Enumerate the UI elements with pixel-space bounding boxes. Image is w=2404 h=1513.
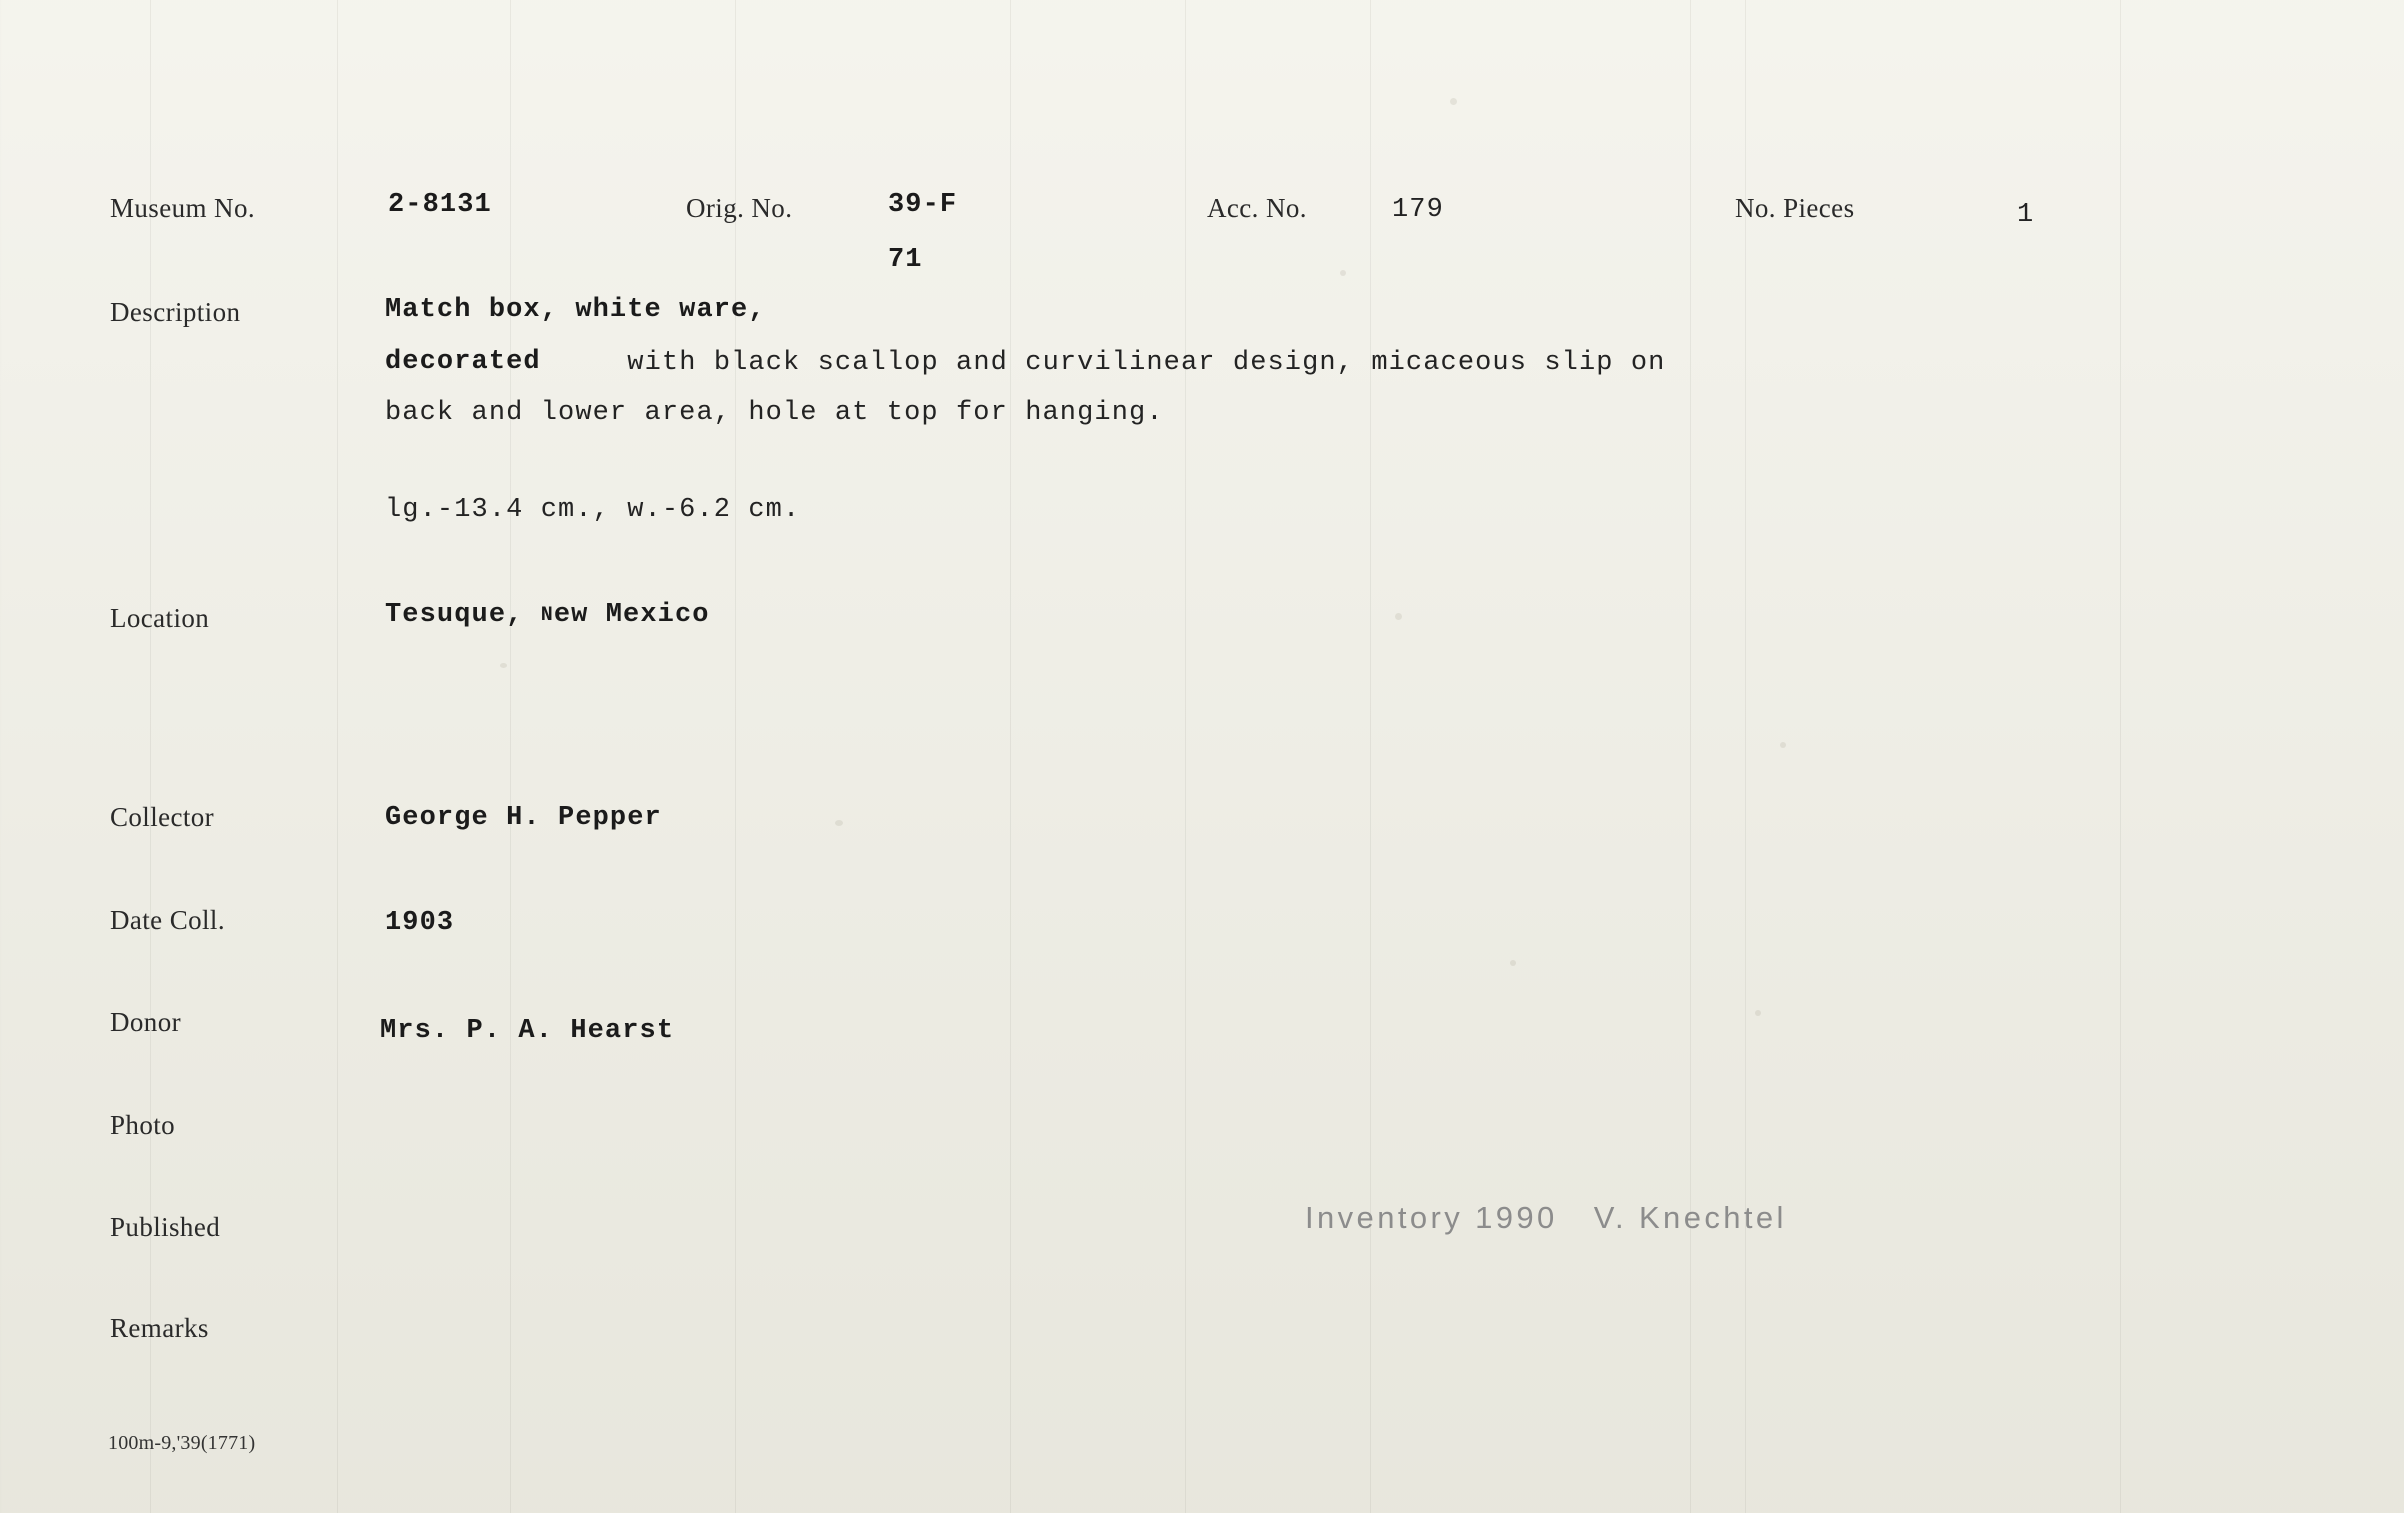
location-value	[385, 600, 710, 630]
paper-fiber	[1370, 0, 1371, 1513]
collector-label: Collector	[110, 802, 215, 832]
location-value-post: ew Mexico	[553, 600, 710, 630]
paper-speck	[1340, 270, 1346, 276]
donor-label: Donor	[110, 1007, 181, 1037]
description-line-2-emphasis: decorated	[385, 347, 541, 377]
paper-fiber	[510, 0, 511, 1513]
paper-speck	[1450, 98, 1457, 105]
location-label: Location	[110, 603, 210, 633]
published-label: Published	[110, 1212, 221, 1242]
collector-value: George H. Pepper	[385, 803, 662, 833]
description-measurements: lg.-13.4 cm., w.-6.2 cm.	[385, 495, 801, 525]
paper-fiber	[2120, 0, 2121, 1513]
no-pieces-label: No. Pieces	[1735, 193, 1855, 223]
paper-fiber	[1010, 0, 1011, 1513]
paper-fiber	[1185, 0, 1186, 1513]
museum-no-label: Museum No.	[110, 193, 255, 223]
remarks-label: Remarks	[110, 1313, 209, 1343]
description-line-1: Match box, white ware,	[385, 295, 766, 325]
orig-no-value-line2: 71	[888, 245, 923, 275]
acc-no-value: 179	[1392, 195, 1444, 225]
donor-value: Mrs. P. A. Hearst	[380, 1016, 675, 1046]
photo-label: Photo	[110, 1110, 176, 1140]
paper-fiber	[337, 0, 338, 1513]
date-coll-value: 1903	[385, 908, 455, 938]
paper-fiber	[735, 0, 736, 1513]
paper-fiber	[150, 0, 151, 1513]
inventory-stamp: Inventory 1990 V. Knechtel	[1305, 1200, 1787, 1235]
description-line-2: with black scallop and curvilinear design, micaceous slip on	[610, 348, 1666, 378]
paper-fiber	[1690, 0, 1691, 1513]
description-label: Description	[110, 297, 241, 327]
paper-speck	[1510, 960, 1516, 966]
acc-no-label: Acc. No.	[1207, 193, 1307, 223]
paper-speck	[835, 820, 843, 826]
paper-fiber	[1745, 0, 1746, 1513]
paper-speck	[1780, 742, 1786, 748]
printer-mark: 100m-9,'39(1771)	[108, 1432, 256, 1454]
no-pieces-value: 1	[2017, 200, 2035, 230]
date-coll-label: Date Coll.	[110, 905, 225, 935]
museum-no-value: 2-8131	[388, 190, 492, 220]
paper-speck	[1395, 613, 1402, 620]
orig-no-value: 39-F	[888, 190, 958, 220]
orig-no-label: Orig. No.	[686, 193, 793, 223]
description-line-3: back and lower area, hole at top for hanging.	[385, 398, 1164, 428]
location-value-pre: Tesuque,	[385, 600, 541, 630]
paper-speck	[500, 663, 507, 668]
paper-speck	[1755, 1010, 1761, 1016]
location-value-superscript: N	[540, 604, 554, 627]
